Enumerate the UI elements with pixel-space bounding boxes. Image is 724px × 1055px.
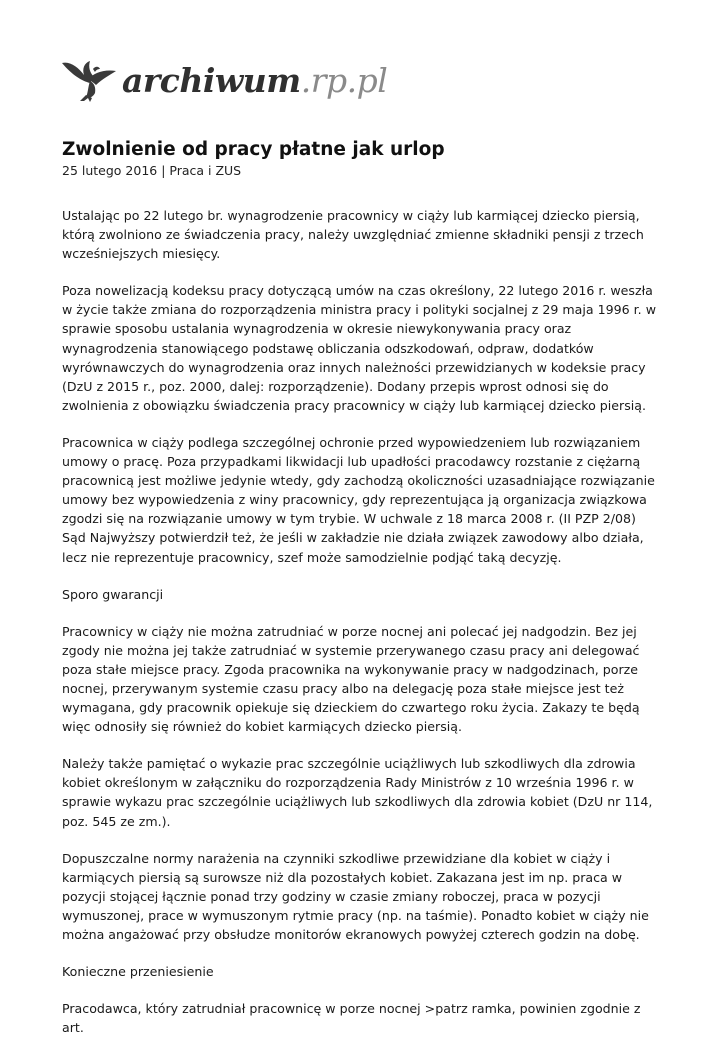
logo-domain: .rp.pl [300,60,388,100]
article-paragraph: Pracownicy w ciąży nie można zatrudniać w porze nocnej ani polecać jej nadgodzin. Bez jej zgody nie można jej także zatrudniać w systemie przerywanego czasu pracy ani delegować poza stałe miejsce pracy. Zgoda pracownika na wykonywanie pracy w nadgodzinach, porze nocnej, przerywanym systemie czasu pracy albo na delegację poza stałe miejsce jest też wymagana, gdy pracownik opiekuje się dzieckiem do czwartego roku życia. Zakazy te będą więc odnosiły się również do kobiet karmiących dziecko piersią. [62,623,640,735]
article-paragraph: Dopuszczalne normy narażenia na czynniki szkodliwe przewidziane dla kobiet w ciąży i karmiących piersią są surowsze niż dla pozostałych kobiet. Zakazana jest im np. praca w pozycji stojącej łącznie ponad trzy godziny w czasie zmiany roboczej, praca w pozycji wymuszonej, prace w wymuszonym rytmie pracy (np. na taśmie). Ponadto kobiet w ciąży nie można angażować przy obsłudze monitorów ekranowych powyżej czterech godzin na dobę. [62,850,649,942]
article-meta: 25 lutego 2016 | Praca i ZUS [62,163,242,178]
archiwum-rp-logo[interactable] [60,56,387,104]
article-paragraph: Pracodawca, który zatrudniał pracownicę w porze nocnej >patrz ramka, powinien zgodnie z art. [62,1001,641,1036]
article-paragraph: Pracownica w ciąży podlega szczególnej ochronie przed wypowiedzeniem lub rozwiązaniem umowy o pracę. Poza przypadkami likwidacji lub upadłości pracodawcy rozstanie z ciężarną pracownicą jest możliwe jedynie wtedy, gdy zachodzą okoliczności uzasadniające rozwiązanie umowy bez wypowiedzenia z winy pracownicy, gdy reprezentująca ją organizacja związkowa zgodzi się na rozwiązanie umowy w tym trybie. W uchwale z 18 marca 2008 r. (II PZP 2/08) Sąd Najwyższy potwierdził też, że jeśli w zakładzie nie działa związek zawodowy albo działa, lecz nie reprezentuje pracownicy, szef może samodzielnie podjąć taką decyzję. [62,434,655,565]
section-heading: Konieczne przeniesienie [62,964,214,980]
article-paragraph: Poza nowelizacją kodeksu pracy dotyczącą umów na czas określony, 22 lutego 2016 r. weszła w życie także zmiana do rozporządzenia ministra pracy i polityki socjalnej z 29 maja 1996 r. w sprawie sposobu ustalania wynagrodzenia w okresie niewykonywania pracy oraz wynagrodzenia stanowiącego podstawę obliczania odszkodowań, odpraw, dodatków wyrównawczych do wynagrodzenia oraz innych należności przewidzianych w kodeksie pracy (DzU z 2015 r., poz. 2000, dalej: rozporządzenie). Dodany przepis wprost odnosi się do zwolnienia z obowiązku świadczenia pracy pracownicy w ciąży lub karmiącej dziecko piersią. [62,283,656,413]
article [62,138,662,1055]
article-title: Zwolnienie od pracy płatne jak urlop [62,139,445,160]
logo-wordmark [122,60,388,100]
eagle-icon [60,57,120,103]
logo-brand: archiwum [122,60,301,100]
article-paragraph: Ustalając po 22 lutego br. wynagrodzenie pracownicy w ciąży lub karmiącej dziecko piersią, którą zwolniono ze świadczenia pracy, należy uwzględniać zmienne składniki pensji z trzech wcześniejszych miesięcy. [62,208,644,262]
article-body [62,206,662,1037]
article-paragraph: Należy także pamiętać o wykazie prac szczególnie uciążliwych lub szkodliwych dla zdrowia kobiet określonym w załączniku do rozporządzenia Rady Ministrów z 10 września 1996 r. w sprawie wykazu prac szczególnie uciążliwych lub szkodliwych dla zdrowia kobiet (DzU nr 114, poz. 545 ze zm.). [62,756,653,829]
section-heading: Sporo gwarancji [62,586,164,602]
